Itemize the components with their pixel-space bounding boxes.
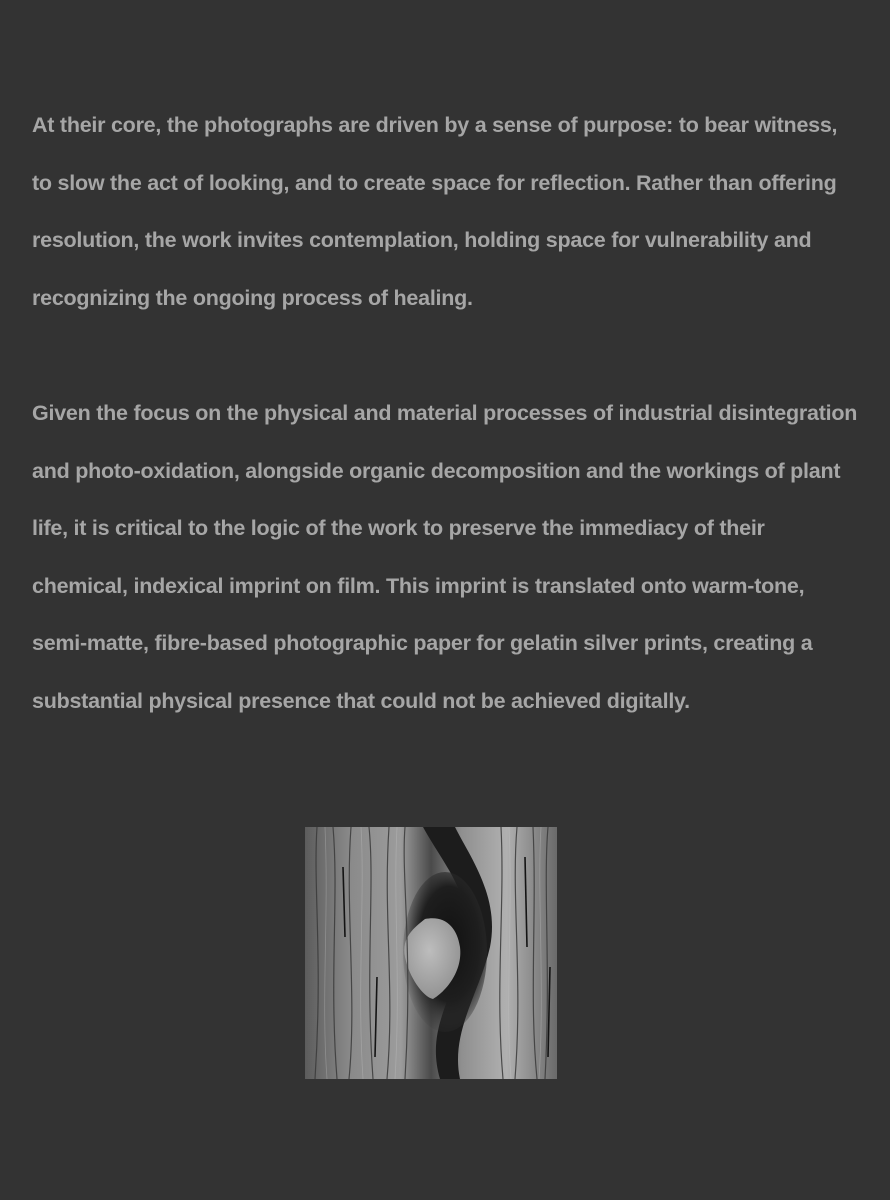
body-paragraph-process: Given the focus on the physical and material processes of industrial disintegration and photo-oxidation, alongside organic decomposition and the workings of plant life, it is critical to the logic of the work to preserve the immediacy of their chemical, indexical imprint on film. This imprint is translated onto warm-tone, semi-matte, fibre-based photographic paper for gelatin silver prints, creating a substantial physical presence that could not be achieved digitally. [32,401,858,713]
body-paragraph-purpose: At their core, the photographs are driven by a sense of purpose: to bear witness, to slow the act of looking, and to create space for reflection. Rather than offering resolution, the work invites contemplation, holding space for vulnerability and recognizing the ongoing process of healing. [32,113,838,310]
photograph-weathered-wood [305,827,557,1079]
